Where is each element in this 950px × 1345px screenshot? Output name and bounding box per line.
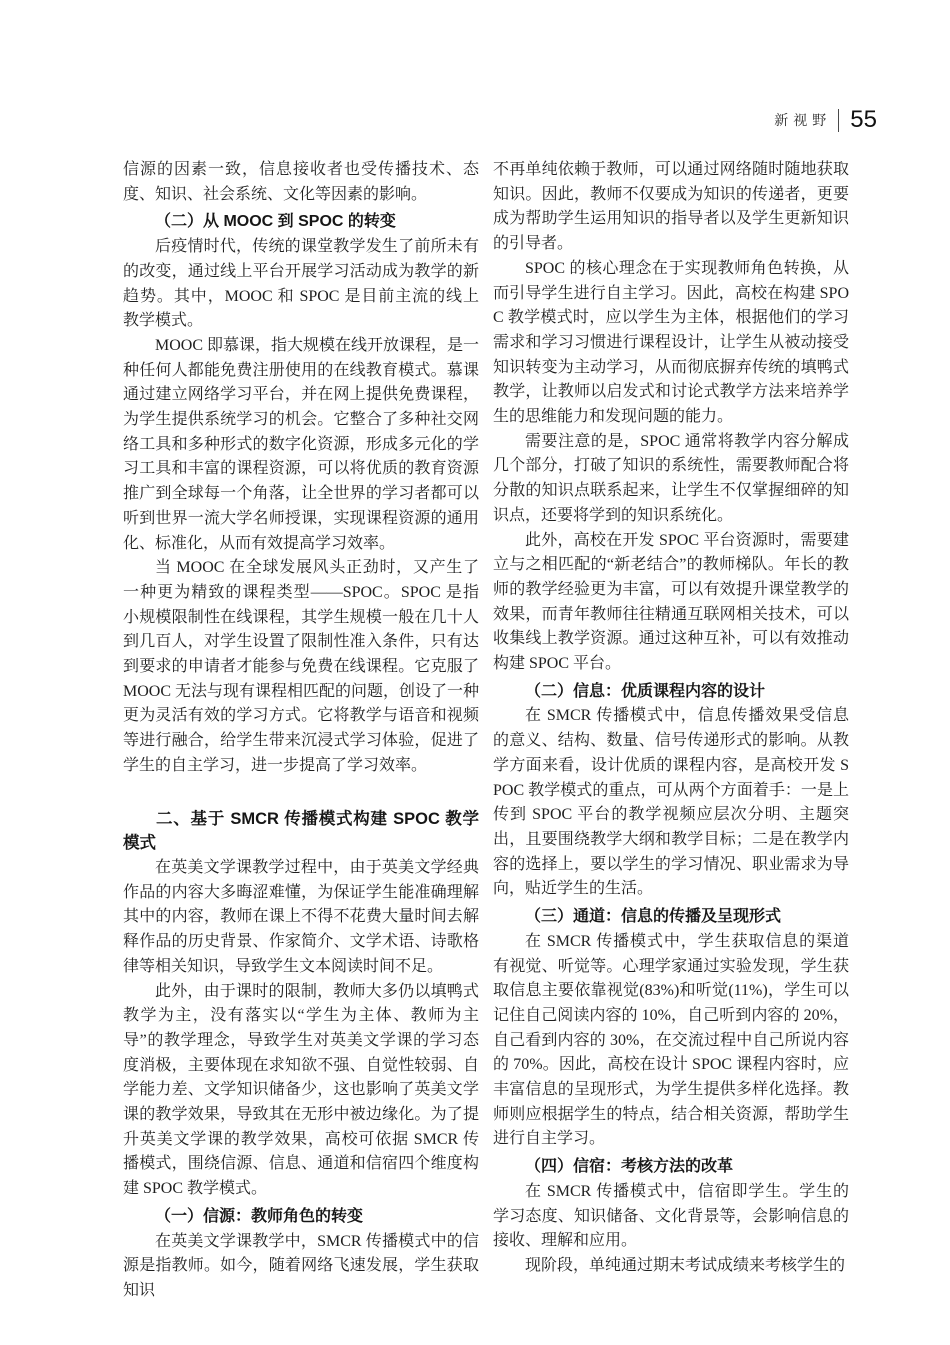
body-paragraph: 在 SMCR 传播模式中，信息传播效果受信息的意义、结构、数量、信号传递形式的影响。从教学方面来看，设计优质的课程内容，是高校开发 SPOC 教学模式的重点，可从两个方面着手：一是上传到 SPOC 平台的教学视频应层次分明、主题突出，且要围绕教学大纲和教学目标；二是在教学内容的选择上，要以学生的学习情况、职业需求为导向，贴近学生的生活。 xyxy=(493,707,849,898)
page-number: 55 xyxy=(850,106,877,133)
body-paragraph: 现阶段，单纯通过期末考试成绩来考核学生的 xyxy=(525,1256,846,1274)
body-paragraph: SPOC 的核心理念在于实现教师角色转换，从而引导学生进行自主学习。因此，高校在构建 SPOC 教学模式时，应以学生为主体，根据他们的学习需求和学习习惯进行课程设计，让学生从被动接受知识转变为主动学习，从而彻底摒弃传统的填鸭式教学，让教师以启发式和讨论式教学方法来培养学生的思维能力和发现问题的能力。 xyxy=(493,259,849,426)
running-head xyxy=(774,108,877,132)
body-paragraph: 在 SMCR 传播模式中，信宿即学生。学生的学习态度、知识储备、文化背景等，会影响信息的接收、理解和应用。 xyxy=(493,1182,849,1250)
body-paragraph: MOOC 即慕课，指大规模在线开放课程，是一种任何人都能免费注册使用的在线教育模式。慕课通过建立网络学习平台，并在网上提供免费课程，为学生提供系统学习的机会。它整合了多种社交网络工具和多种形式的数字化资源，形成多元化的学习工具和丰富的课程资源，可以将优质的教育资源推广到全球每一个角落，让全世界的学习者都可以听到世界一流大学名师授课，实现课程资源的通用化、标准化，从而有效提高学习效率。 xyxy=(123,336,480,552)
column-right xyxy=(493,158,849,1304)
body-paragraph: 在英美文学课教学中，SMCR 传播模式中的信源是指教师。如今，随着网络飞速发展，学生获取知识 xyxy=(123,1232,479,1299)
column-left xyxy=(123,158,479,1304)
body-paragraph: 后疫情时代，传统的课堂教学发生了前所未有的改变，通过线上平台开展学习活动成为教学的新趋势。其中，MOOC 和 SPOC 是目前主流的线上教学模式。 xyxy=(123,238,479,330)
subsection-heading: （三）通道：信息的传播及呈现形式 xyxy=(525,908,782,926)
body-paragraph: 当 MOOC 在全球发展风头正劲时，又产生了一种更为精致的课程类型——SPOC。SPOC 是指小规模限制性在线课程，其学生规模一般在几十人到几百人，对学生设置了限制性准入条件，只有达到要求的申请者才能参与免费在线课程。它克服了 MOOC 无法与现有课程相匹配的问题，创设了一种更为灵活有效的学习方式。它将教学与语音和视频等进行融合，给学生带来沉浸式学习体验，促进了学生的自主学习，进一步提高了学习效率。 xyxy=(123,559,480,774)
subsection-heading: （一）信源：教师角色的转变 xyxy=(155,1207,364,1225)
section-heading: 二、基于 SMCR 传播模式构建 SPOC 教学模式 xyxy=(123,809,479,853)
body-paragraph: 不再单纯依赖于教师，可以通过网络随时随地获取知识。因此，教师不仅要成为知识的传递者，更要成为帮助学生运用知识的指导者以及学生更新知识的引导者。 xyxy=(493,161,849,253)
article-columns xyxy=(123,158,849,1304)
body-paragraph: 此外，由于课时的限制，教师大多仍以填鸭式教学为主，没有落实以“学生为主体、教师为主导”的教学理念，导致学生对英美文学课的学习态度消极，主要体现在求知欲不强、自觉性较弱、自学能力差、文学知识储备少，这也影响了英美文学课的教学效果，导致其在无形中被边缘化。为了提升英美文学课的教学效果，高校可依据 SMCR 传播模式，围绕信源、信息、通道和信宿四个维度构建 SPOC 教学模式。 xyxy=(123,982,479,1198)
header-divider xyxy=(838,109,839,132)
subsection-heading: （二）从 MOOC 到 SPOC 的转变 xyxy=(155,213,396,231)
subsection-heading: （二）信息：优质课程内容的设计 xyxy=(525,682,766,700)
journal-section-title: 新视野 xyxy=(774,114,832,129)
body-paragraph: 此外，高校在开发 SPOC 平台资源时，需要建立与之相匹配的“新老结合”的教师梯队。年长的教师的教学经验更为丰富，可以有效提升课堂教学的效果，而青年教师往往精通互联网相关技术，可以收集线上教学资源。通过这种互补，可以有效推动构建 SPOC 平台。 xyxy=(493,531,849,673)
body-paragraph: 需要注意的是，SPOC 通常将教学内容分解成几个部分，打破了知识的系统性，需要教师配合将分散的知识点联系起来，让学生不仅掌握细碎的知识点，还要将学到的知识系统化。 xyxy=(493,432,849,524)
body-paragraph: 在 SMCR 传播模式中，学生获取信息的渠道有视觉、听觉等。心理学家通过实验发现，学生获取信息主要依靠视觉(83%)和听觉(11%)，学生可以记住自己阅读内容的 10%，自己听到内容的 20%，自己看到内容的 30%，在交流过程中自己所说内容的 70%。因此，高校在设计 SPOC 课程内容时，应丰富信息的呈现形式，为学生提供多样化选择。教师则应根据学生的特点，结合相关资源，帮助学生进行自主学习。 xyxy=(493,932,849,1148)
body-paragraph: 信源的因素一致，信息接收者也受传播技术、态度、知识、社会系统、文化等因素的影响。 xyxy=(123,161,479,203)
subsection-heading: （四）信宿：考核方法的改革 xyxy=(525,1158,734,1176)
body-paragraph: 在英美文学课教学过程中，由于英美文学经典作品的内容大多晦涩难懂，为保证学生能准确理解其中的内容，教师在课上不得不花费大量时间去解释作品的历史背景、作家简介、文学术语、诗歌格律等相关知识，导致学生文本阅读时间不足。 xyxy=(123,858,479,975)
